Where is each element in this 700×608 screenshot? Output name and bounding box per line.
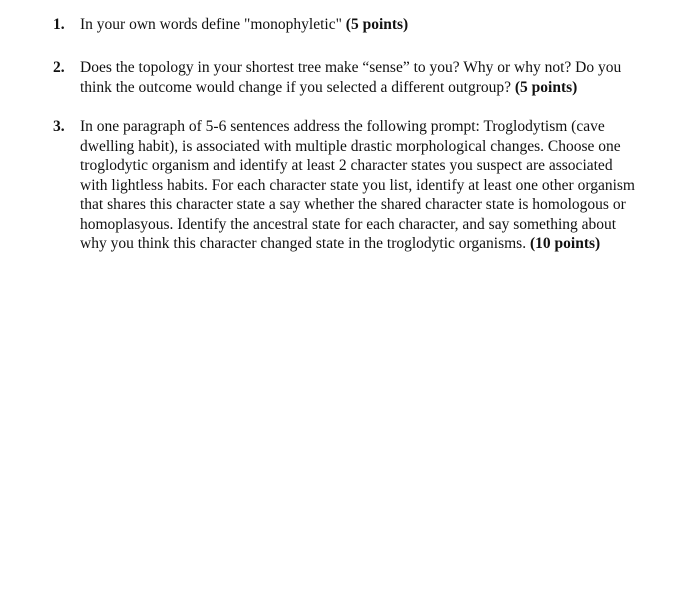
question-line [80, 78, 692, 98]
question-line: In one paragraph of 5-6 sentences address the following prompt: Troglodytism (cave [80, 118, 605, 135]
points-label: (5 points) [345, 16, 409, 33]
points-label: (10 points) [529, 235, 601, 252]
question-line: homoplasyous. Identify the ancestral state for each character, and say something about [80, 215, 617, 233]
points-label: (5 points) [514, 78, 578, 96]
question-line: dwelling habit), is associated with multiple drastic morphological changes. Choose one [80, 137, 621, 155]
question-line [80, 234, 692, 254]
question-line: with lightless habits. For each character state you list, identify at least one other organism [80, 176, 635, 194]
question-line-text: why you think this character changed state in the troglodytic organisms. [80, 235, 530, 252]
question-line-text: In your own words define "monophyletic" [80, 16, 346, 33]
question-line: Does the topology in your shortest tree make “sense” to you? Why or why not? Do you [80, 59, 622, 76]
question-number: 1. [53, 16, 65, 33]
question-line: troglodytic organism and identify at least 2 character states you suspect are associated [80, 157, 613, 174]
question-line-text: think the outcome would change if you selected a different outgroup? [80, 78, 515, 96]
question-text [80, 58, 692, 97]
question-number: 2. [53, 59, 65, 76]
question-number: 3. [53, 118, 65, 135]
question-line [80, 15, 692, 35]
question-text [80, 117, 692, 254]
question-text [80, 15, 692, 35]
question-line: that shares this character state a say whether the shared character state is homologous or [80, 196, 626, 213]
